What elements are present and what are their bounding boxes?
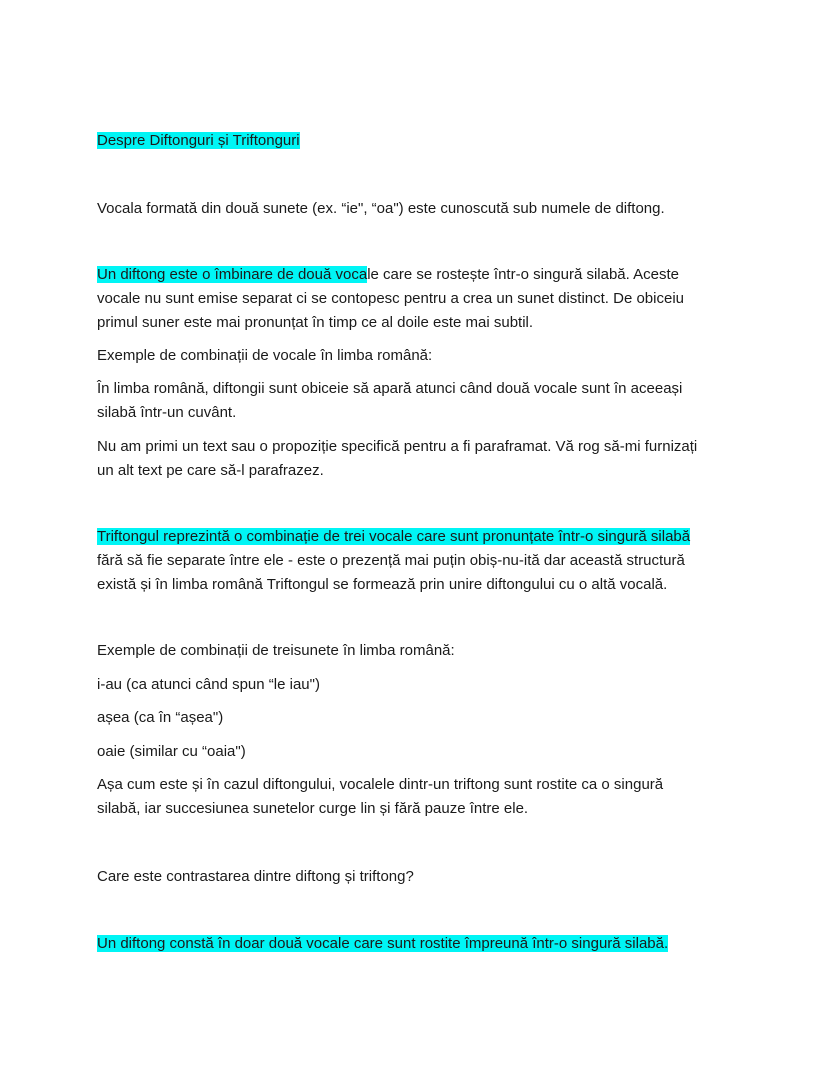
- diftong-paragraph-line-1: [97, 263, 679, 287]
- diftong-context-line-2: silabă într-un cuvânt.: [97, 404, 237, 421]
- diftong-line-1-rest: le care se rostește într-o singură silabă. Aceste: [367, 266, 680, 283]
- examples-heading: Exemple de combinații de vocale în limba română:: [97, 347, 433, 364]
- triftong-summary-line-1: Așa cum este și în cazul diftongului, vocalele dintr-un triftong sunt rostite ca o singură: [97, 776, 664, 793]
- triftong-paragraph-line-3: există și în limba română Triftongul se formează prin unire diftongului cu o altă vocală.: [97, 576, 668, 593]
- triftong-paragraph-line-1: [97, 525, 690, 549]
- diftong-context-line-1: În limba română, diftongii sunt obiceie să apară atunci când două vocale sunt în aceeași: [97, 380, 683, 397]
- answer-line: [97, 932, 668, 956]
- document-heading: [97, 129, 300, 153]
- note-line-2: un alt text pe care să-l parafrazez.: [97, 462, 324, 479]
- question-line: Care este contrastarea dintre diftong și triftong?: [97, 868, 414, 885]
- triftong-examples-heading: Exemple de combinații de treisunete în limba română:: [97, 642, 455, 659]
- triftong-summary-line-2: silabă, iar succesiunea sunetelor curge lin și fără pauze între ele.: [97, 800, 529, 817]
- diftong-highlight: Un diftong este o îmbinare de două voca: [97, 266, 368, 283]
- note-line-1: Nu am primi un text sau o propoziție specifică pentru a fi paraframat. Vă rog să-mi furnizați: [97, 438, 698, 455]
- list-item: așea (ca în “așea"): [97, 709, 224, 726]
- list-item: i-au (ca atunci când spun “le iau"): [97, 676, 320, 693]
- triftong-highlight: Triftongul reprezintă o combinație de trei vocale care sunt pronunțate într-o singură silabă: [97, 528, 691, 545]
- heading-highlight: Despre Diftonguri și Triftonguri: [97, 132, 300, 149]
- triftong-paragraph-line-2: fără să fie separate între ele - este o prezență mai puțin obiș-nu-ită dar această structură: [97, 552, 685, 569]
- intro-paragraph: Vocala formată din două sunete (ex. “ie", “oa") este cunoscută sub numele de diftong.: [97, 200, 665, 217]
- list-item: oaie (similar cu “oaia"): [97, 743, 246, 760]
- answer-highlight: Un diftong constă în doar două vocale care sunt rostite împreună într-o singură silabă.: [97, 935, 669, 952]
- diftong-paragraph-line-3: primul suner este mai pronunțat în timp ce al doile este mai subtil.: [97, 314, 534, 331]
- diftong-paragraph-line-2: vocale nu sunt emise separat ci se contopesc pentru a crea un sunet distinct. De obiceiu: [97, 290, 684, 307]
